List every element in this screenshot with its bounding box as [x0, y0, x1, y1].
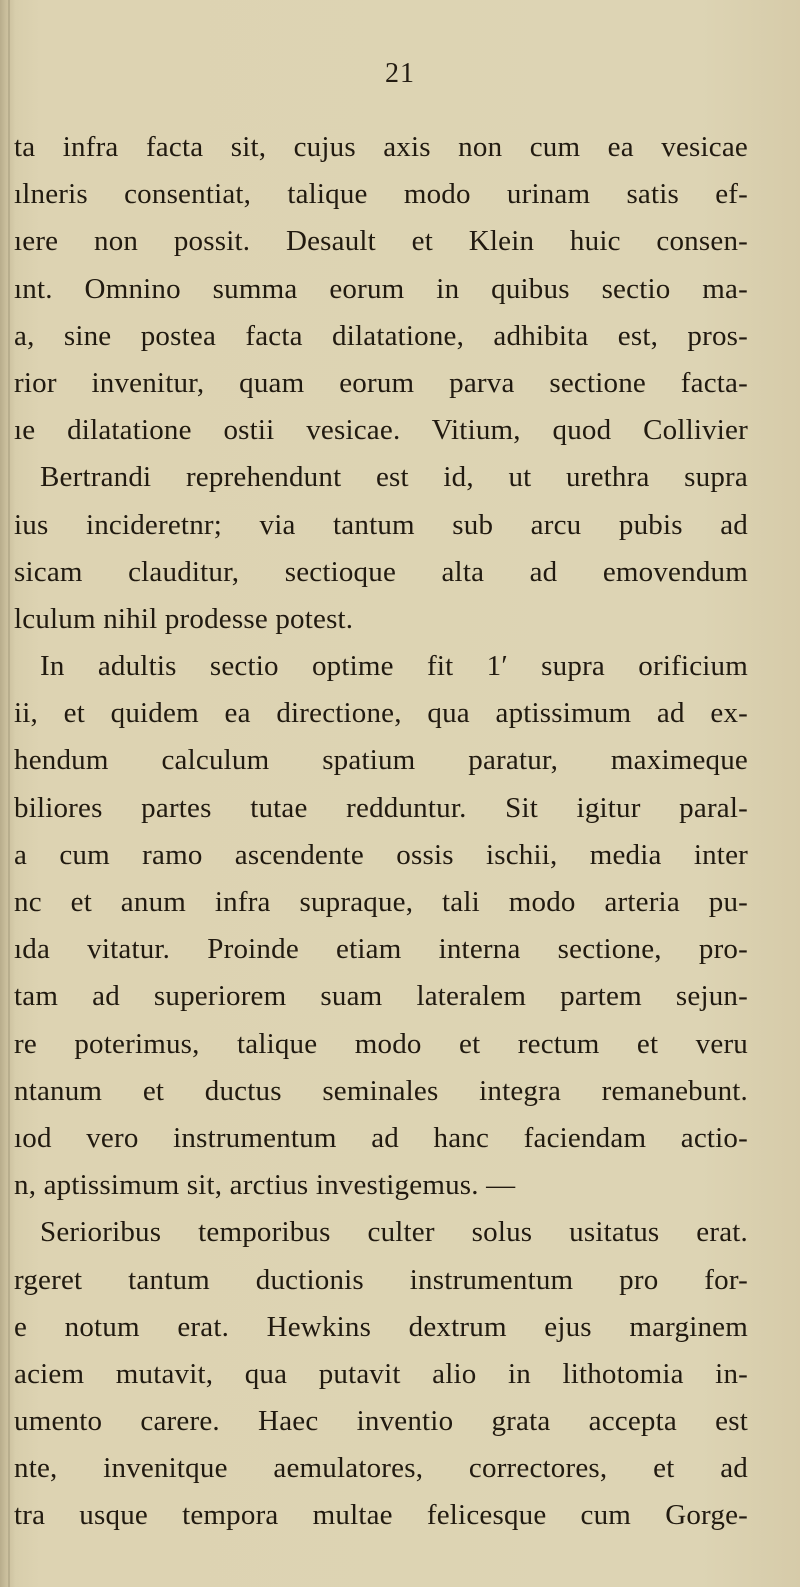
text-line: ius incideretnr; via tantum sub arcu pubis ad: [14, 508, 748, 541]
text-line: ılneris consentiat, talique modo urinam satis ef-: [14, 178, 748, 211]
text-line: hendum calculum spatium paratur, maximeque: [14, 744, 748, 777]
text-line: ntanum et ductus seminales integra remanebunt.: [14, 1074, 748, 1107]
text-line: Bertrandi reprehendunt est id, ut urethra supra: [40, 461, 748, 494]
text-line: nte, invenitque aemulatores, correctores, et ad: [14, 1452, 748, 1485]
text-line: a cum ramo ascendente ossis ischii, media inter: [14, 838, 748, 871]
text-line: ıe dilatatione ostii vesicae. Vitium, quod Collivier: [14, 414, 748, 447]
text-line: a, sine postea facta dilatatione, adhibita est, pros-: [14, 319, 748, 352]
text-line: aciem mutavit, qua putavit alio in lithotomia in-: [14, 1357, 748, 1390]
text-line: umento carere. Haec inventio grata accepta est: [14, 1405, 748, 1438]
text-line: rgeret tantum ductionis instrumentum pro for-: [14, 1263, 748, 1296]
text-line: rior invenitur, quam eorum parva sectione facta-: [14, 366, 748, 399]
text-line: tra usque tempora multae felicesque cum Gorge-: [14, 1499, 748, 1532]
text-line: ii, et quidem ea directione, qua aptissimum ad ex-: [14, 697, 748, 730]
text-line: nc et anum infra supraque, tali modo arteria pu-: [14, 886, 748, 918]
text-line: ıod vero instrumentum ad hanc faciendam actio-: [14, 1121, 748, 1154]
text-line: biliores partes tutae redduntur. Sit igitur paral-: [14, 791, 748, 824]
text-line: n, aptissimum sit, arctius investigemus. —: [14, 1169, 516, 1202]
page-number: 21: [385, 58, 415, 89]
text-line: tam ad superiorem suam lateralem partem sejun-: [14, 980, 748, 1013]
paragraph-start-line: Serioribus temporibus culter solus usitatus erat.: [40, 1216, 748, 1249]
text-line: ta infra facta sit, cujus axis non cum ea vesicae: [14, 131, 748, 163]
text-line: e notum erat. Hewkins dextrum ejus marginem: [14, 1310, 748, 1343]
text-line: ınt. Omnino summa eorum in quibus sectio ma-: [14, 272, 748, 305]
text-line: re poterimus, talique modo et rectum et veru: [14, 1027, 748, 1060]
text-line: ıere non possit. Desault et Klein huic consen-: [14, 225, 748, 258]
body-text: [0, 124, 748, 1540]
paragraph-start-line: In adultis sectio optime fit 1′ supra orificium: [40, 650, 748, 683]
text-line: ıda vitatur. Proinde etiam interna sectione, pro-: [14, 933, 748, 966]
text-line: lculum nihil prodesse potest.: [14, 602, 354, 635]
text-line: sicam clauditur, sectioque alta ad emovendum: [14, 555, 748, 588]
